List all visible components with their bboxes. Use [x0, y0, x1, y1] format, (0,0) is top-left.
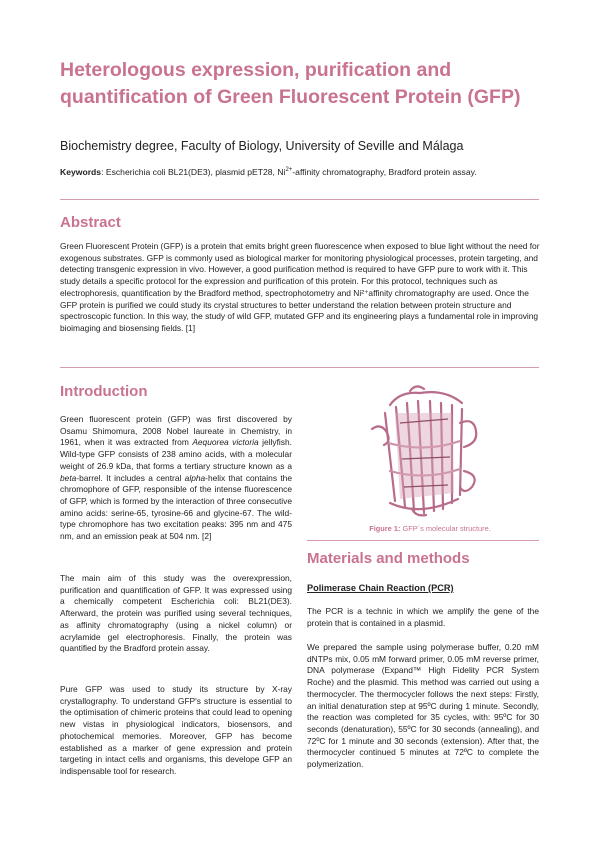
- intro-p1-beta: beta: [60, 472, 77, 483]
- intro-p1-text-a: Green fluorescent protein (GFP) was first discovered by Osamu Shimomura, 2008 Nobel laureate in Chemistry, in 1961, when it was extracted from: [60, 414, 292, 448]
- introduction-paragraph-2: The main aim of this study was the overexpression, purification and quantification of GFP. It was expressed using a chemically competent Escherichia coli: BL21(DE3). Afterward, the protein was purified using several techniques, as affinity chromatography (using a nickel column) or acrylamide gel electrophoresis. Finally, the protein was quantified by the Bradford protein assay.: [60, 573, 292, 654]
- intro-p1-text-e: -barrel. It includes a central: [76, 472, 185, 483]
- section-divider-methods: [307, 540, 539, 541]
- affiliation: Biochemistry degree, Faculty of Biology, University of Seville and Málaga: [60, 139, 464, 153]
- keywords-label: Keywords: [60, 167, 102, 177]
- section-divider-introduction: [60, 367, 539, 368]
- section-divider-abstract: [60, 199, 539, 200]
- methods-paragraph-2: We prepared the sample using polymerase buffer, 0.20 mM dNTPs mix, 0.05 mM forward primer, 0.05 mM reverse primer, DNA polymerase (Expand™ High Fidelity PCR System Roche) and the plasmid. This method was carried out using a thermocycler. The thermocycler follows the next steps: Firstly, an initial denaturation step at 95ºC during 1 minute. Secondly, the reaction was completed for 35 cycles, with: 95ºC for 30 seconds (denaturation), 55ºC for 30 seconds (annealing), and 72ºC for 1 minute and 30 seconds (extension). After that, the thermocycler continued 5 minutes at 72ºC to complete the polymerization.: [307, 642, 539, 770]
- keywords-text-before: : Escherichia coli BL21(DE3), plasmid pET28, Ni: [101, 167, 286, 177]
- introduction-paragraph-3: Pure GFP was used to study its structure by X-ray crystallography. To understand GFP's structure is essential to the optimisation of chimeric proteins that could lead to opening new vistas in physiological indicators, biosensors, and photochemical memories. Moreover, GFP has become established as a marker of gene expression and protein targeting in intact cells and organisms, this develope GFP an indispensable tool for research.: [60, 684, 292, 776]
- keywords-line: [60, 167, 477, 177]
- intro-p1-species: Aequorea victoria: [192, 437, 259, 448]
- methods-paragraph-1: The PCR is a technic in which we amplify the gene of the protein that is contained in a plasmid.: [307, 606, 539, 628]
- keywords-text-after: -affinity chromatography, Bradford protein assay.: [292, 167, 477, 177]
- introduction-paragraph-1: [60, 414, 292, 543]
- gfp-structure-icon: [350, 383, 500, 518]
- figure-caption-text: GFP´s molecular structure.: [400, 524, 491, 533]
- abstract-heading: Abstract: [60, 214, 121, 231]
- intro-p1-text-g: -helix that contains the chromophore of GFP, responsible of the intense fluorescence of GFP, which is formed by the interaction of three consecutive amino acids: serine-65, tyrosine-66 and glycine-67. The wild-type chromophore has two excitation peaks: 395 nm and 475 nm, and an emission peak at 504 nm. [2]: [60, 472, 292, 542]
- methods-heading: Materials and methods: [307, 550, 470, 567]
- paper-title: Heterologous expression, purification and quantification of Green Fluorescent Protein (GFP): [60, 59, 521, 108]
- introduction-heading: Introduction: [60, 383, 148, 400]
- figure-label: Figure 1:: [369, 524, 401, 533]
- keywords-superscript: 2+: [285, 167, 293, 174]
- intro-p1-text-c: jellyfish. Wild-type GFP consists of 238 amino acids, with a molecular weight of 26.9 kDa, that forms a tertiary structure known as a: [60, 437, 292, 471]
- intro-p1-alpha: alpha: [184, 472, 206, 483]
- figure-caption: [340, 524, 520, 533]
- abstract-text: Green Fluorescent Protein (GFP) is a protein that emits bright green fluorescence when exposed to blue light without the need for exogenous substrates. GFP is commonly used as biological marker for monitoring physiological processes, protein targeting, and detecting transgenic expression in vivo. However, a good purification method is required to have GFP pure to work with it. This study details a specific protocol for the expression and purification of this protein. For this protocol, techniques such as electrophoresis, quantification by the Bradford method, spectrophotometry and Ni²⁺affinity chromatography are used. Once the GFP protein is purified we could study its crystal structures to better understand the relation between protein structure and spectroscopic function. In this way, the study of wild GFP, mutated GFP and its engineering plays a fundamental role in improving bioimaging and biosensing fields. [1]: [60, 241, 540, 333]
- pcr-subheading: Polimerase Chain Reaction (PCR): [307, 583, 454, 593]
